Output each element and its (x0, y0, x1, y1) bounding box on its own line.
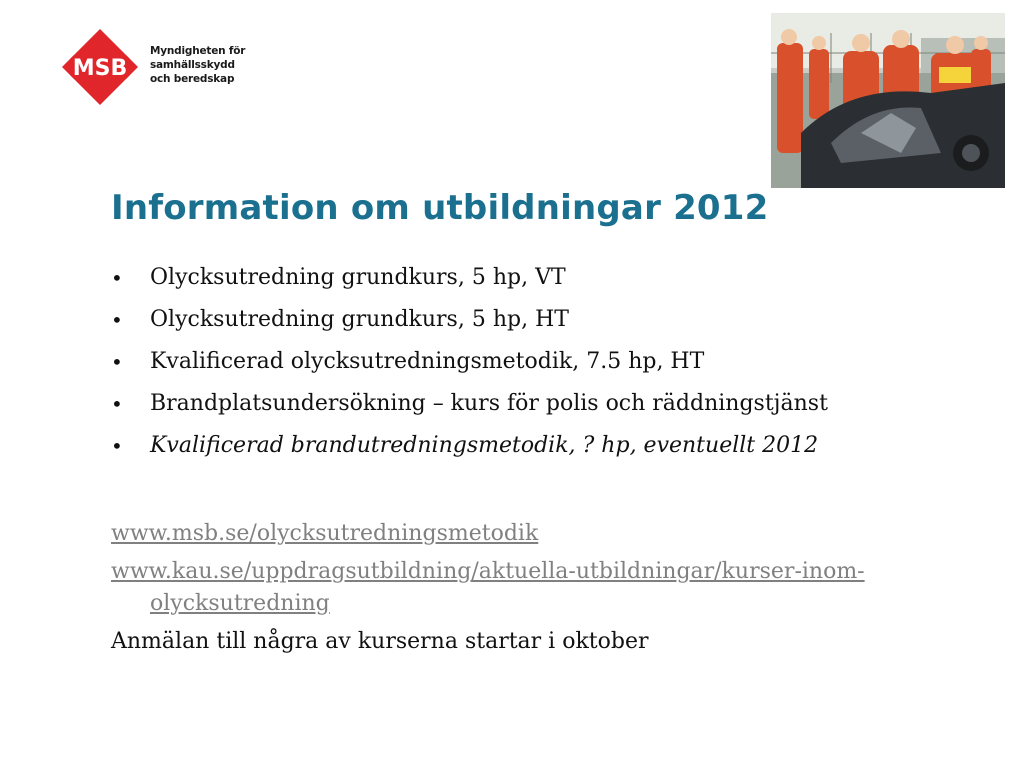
logo-abbr: MSB (72, 56, 128, 81)
bullet-dot: • (111, 350, 123, 374)
course-list (111, 262, 828, 472)
list-item-text: Kvalificerad olycksutredningsmetodik, 7.5 hp, HT (150, 349, 705, 374)
list-item-text: Olycksutredning grundkurs, 5 hp, HT (150, 307, 569, 332)
logo-line-3: och beredskap (150, 73, 235, 85)
page-title: Information om utbildningar 2012 (111, 188, 769, 228)
bullet-dot: • (111, 266, 123, 290)
msb-logo (60, 27, 260, 107)
list-item (111, 304, 828, 346)
list-item-text: Kvalificerad brandutredningsmetodik, ? hp, eventuellt 2012 (150, 433, 819, 458)
list-item-text: Brandplatsundersökning – kurs för polis och räddningstjänst (150, 391, 828, 416)
logo-line-2: samhällsskydd (150, 59, 235, 71)
links-section (111, 518, 931, 664)
msb-course-link[interactable]: www.msb.se/olycksutredningsmetodik (111, 521, 539, 546)
msb-logo-icon (60, 27, 140, 107)
rescue-photo (771, 13, 1005, 188)
bullet-dot: • (111, 392, 123, 416)
bullet-dot: • (111, 434, 123, 458)
list-item (111, 430, 828, 472)
list-item (111, 262, 828, 304)
link-paragraph-kau (111, 556, 931, 620)
logo-text (150, 44, 245, 86)
list-item (111, 346, 828, 388)
rescue-photo-image (771, 13, 1005, 188)
registration-note: Anmälan till några av kurserna startar i oktober (111, 629, 649, 654)
kau-course-link[interactable]: www.kau.se/uppdragsutbildning/aktuella-utbildningar/kurser-inom-olycksutredning (111, 559, 865, 616)
list-item-text: Olycksutredning grundkurs, 5 hp, VT (150, 265, 566, 290)
logo-line-1: Myndigheten för (150, 45, 246, 57)
list-item (111, 388, 828, 430)
bullet-dot: • (111, 308, 123, 332)
link-paragraph-msb (111, 518, 931, 550)
